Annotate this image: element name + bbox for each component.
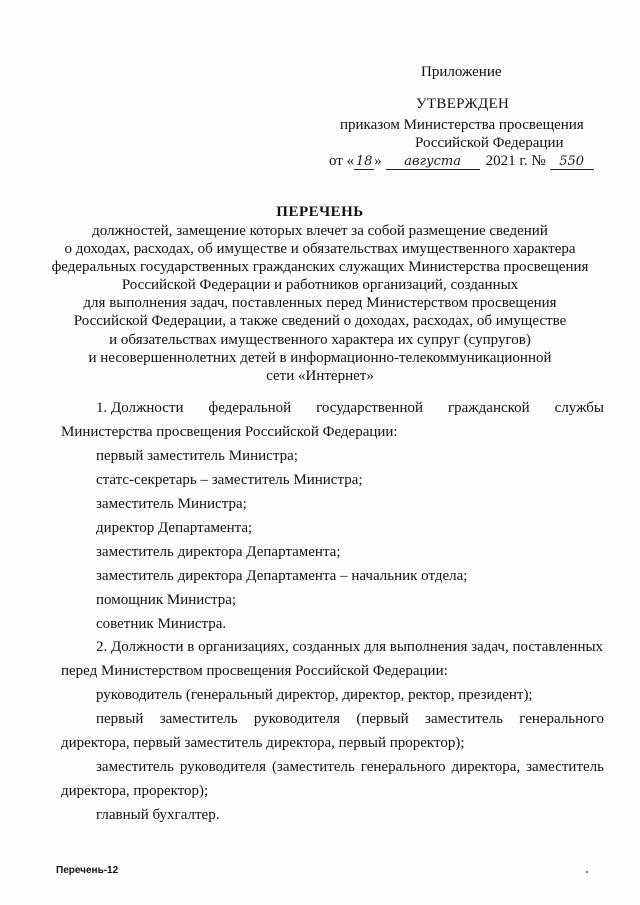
item-word: руководителя [253,711,341,727]
item-word: первый [96,711,144,727]
subtitle-line: для выполнения задач, поставленных перед Министерством просвещения [83,295,557,312]
approved-label: УТВЕРЖДЕН [416,96,510,112]
list-item: заместитель директора Департамента; [96,544,341,560]
list-item-cont: директора, первый заместитель директора, первый проректор); [61,735,465,751]
list-item-justified [96,711,604,728]
subtitle-line: и несовершеннолетних детей в информационно-телекоммуникационной [88,349,552,366]
subtitle-line: о доходах, расходах, об имуществе и обязательствах имущественного характера [64,241,576,258]
item-word: заместитель [425,711,503,727]
date-month-handwritten: августа [404,154,461,169]
document-subtitle [0,222,640,385]
item-word: директора, [451,759,521,775]
section2-heading: 2. Должности в организациях, созданных для выполнения задач, поставленных [96,639,604,655]
list-item: заместитель Министра; [96,496,247,512]
date-day-handwritten: 18 [355,154,373,169]
date-day-field [354,153,374,170]
list-item: советник Министра. [96,616,227,632]
subtitle-line: сети «Интернет» [266,367,374,384]
heading-word: гражданской [447,400,530,416]
section1-heading [96,400,604,417]
subtitle-line: Российской Федерации и работников организаций, созданных [121,277,519,294]
page-footer-code: Перечень-12 [56,865,119,876]
date-year: 2021 г. № [485,153,546,169]
order-issuer-line1: приказом Министерства просвещения [340,117,584,133]
list-item: помощник Министра; [96,592,237,608]
item-word: (первый [356,711,409,727]
heading-word: государственной [316,400,424,416]
subtitle-line: федеральных государственных гражданских служащих Министерства просвещения [51,259,589,276]
subtitle-line: Российской Федерации, а также сведений о доходах, расходах, об имуществе [73,313,567,330]
order-number-field [550,153,594,170]
section2-heading-cont: перед Министерством просвещения Российской Федерации: [61,663,448,679]
list-item-justified [96,759,604,776]
item-word: заместитель [96,759,174,775]
document-title: ПЕРЕЧЕНЬ [276,204,364,220]
list-item-cont: директора, проректор); [61,783,209,799]
appendix-label: Приложение [421,64,502,80]
scan-speck [586,871,588,873]
item-word: заместитель [159,711,238,727]
order-date-line [329,153,594,170]
item-word: генерального [519,711,604,727]
date-month-field [386,153,480,170]
heading-word: федеральной [208,400,292,416]
list-item: главный бухгалтер. [96,807,220,823]
section1-heading-cont: Министерства просвещения Российской Федерации: [61,424,398,440]
list-item: первый заместитель Министра; [96,448,298,464]
list-item: заместитель директора Департамента – начальник отдела; [96,568,468,584]
item-word: руководителя [179,759,266,775]
order-number-handwritten: 550 [559,154,585,169]
item-word: заместитель [526,759,604,775]
list-item: руководитель (генеральный директор, директор, ректор, президент); [96,687,533,703]
list-item: директор Департамента; [96,520,253,536]
subtitle-line: должностей, замещение которых влечет за собой размещение сведений [92,223,548,239]
item-word: генерального [360,759,446,775]
list-item: статс-секретарь – заместитель Министра; [96,472,363,488]
heading-word: 1. Должности [96,400,184,416]
subtitle-line: и обязательствах имущественного характера их супруг (супругов) [109,331,531,348]
date-mid: » [374,153,382,169]
heading-word: службы [554,400,604,416]
date-prefix: от « [329,153,355,169]
order-issuer-line2: Российской Федерации [415,135,564,151]
item-word: (заместитель [271,759,355,775]
